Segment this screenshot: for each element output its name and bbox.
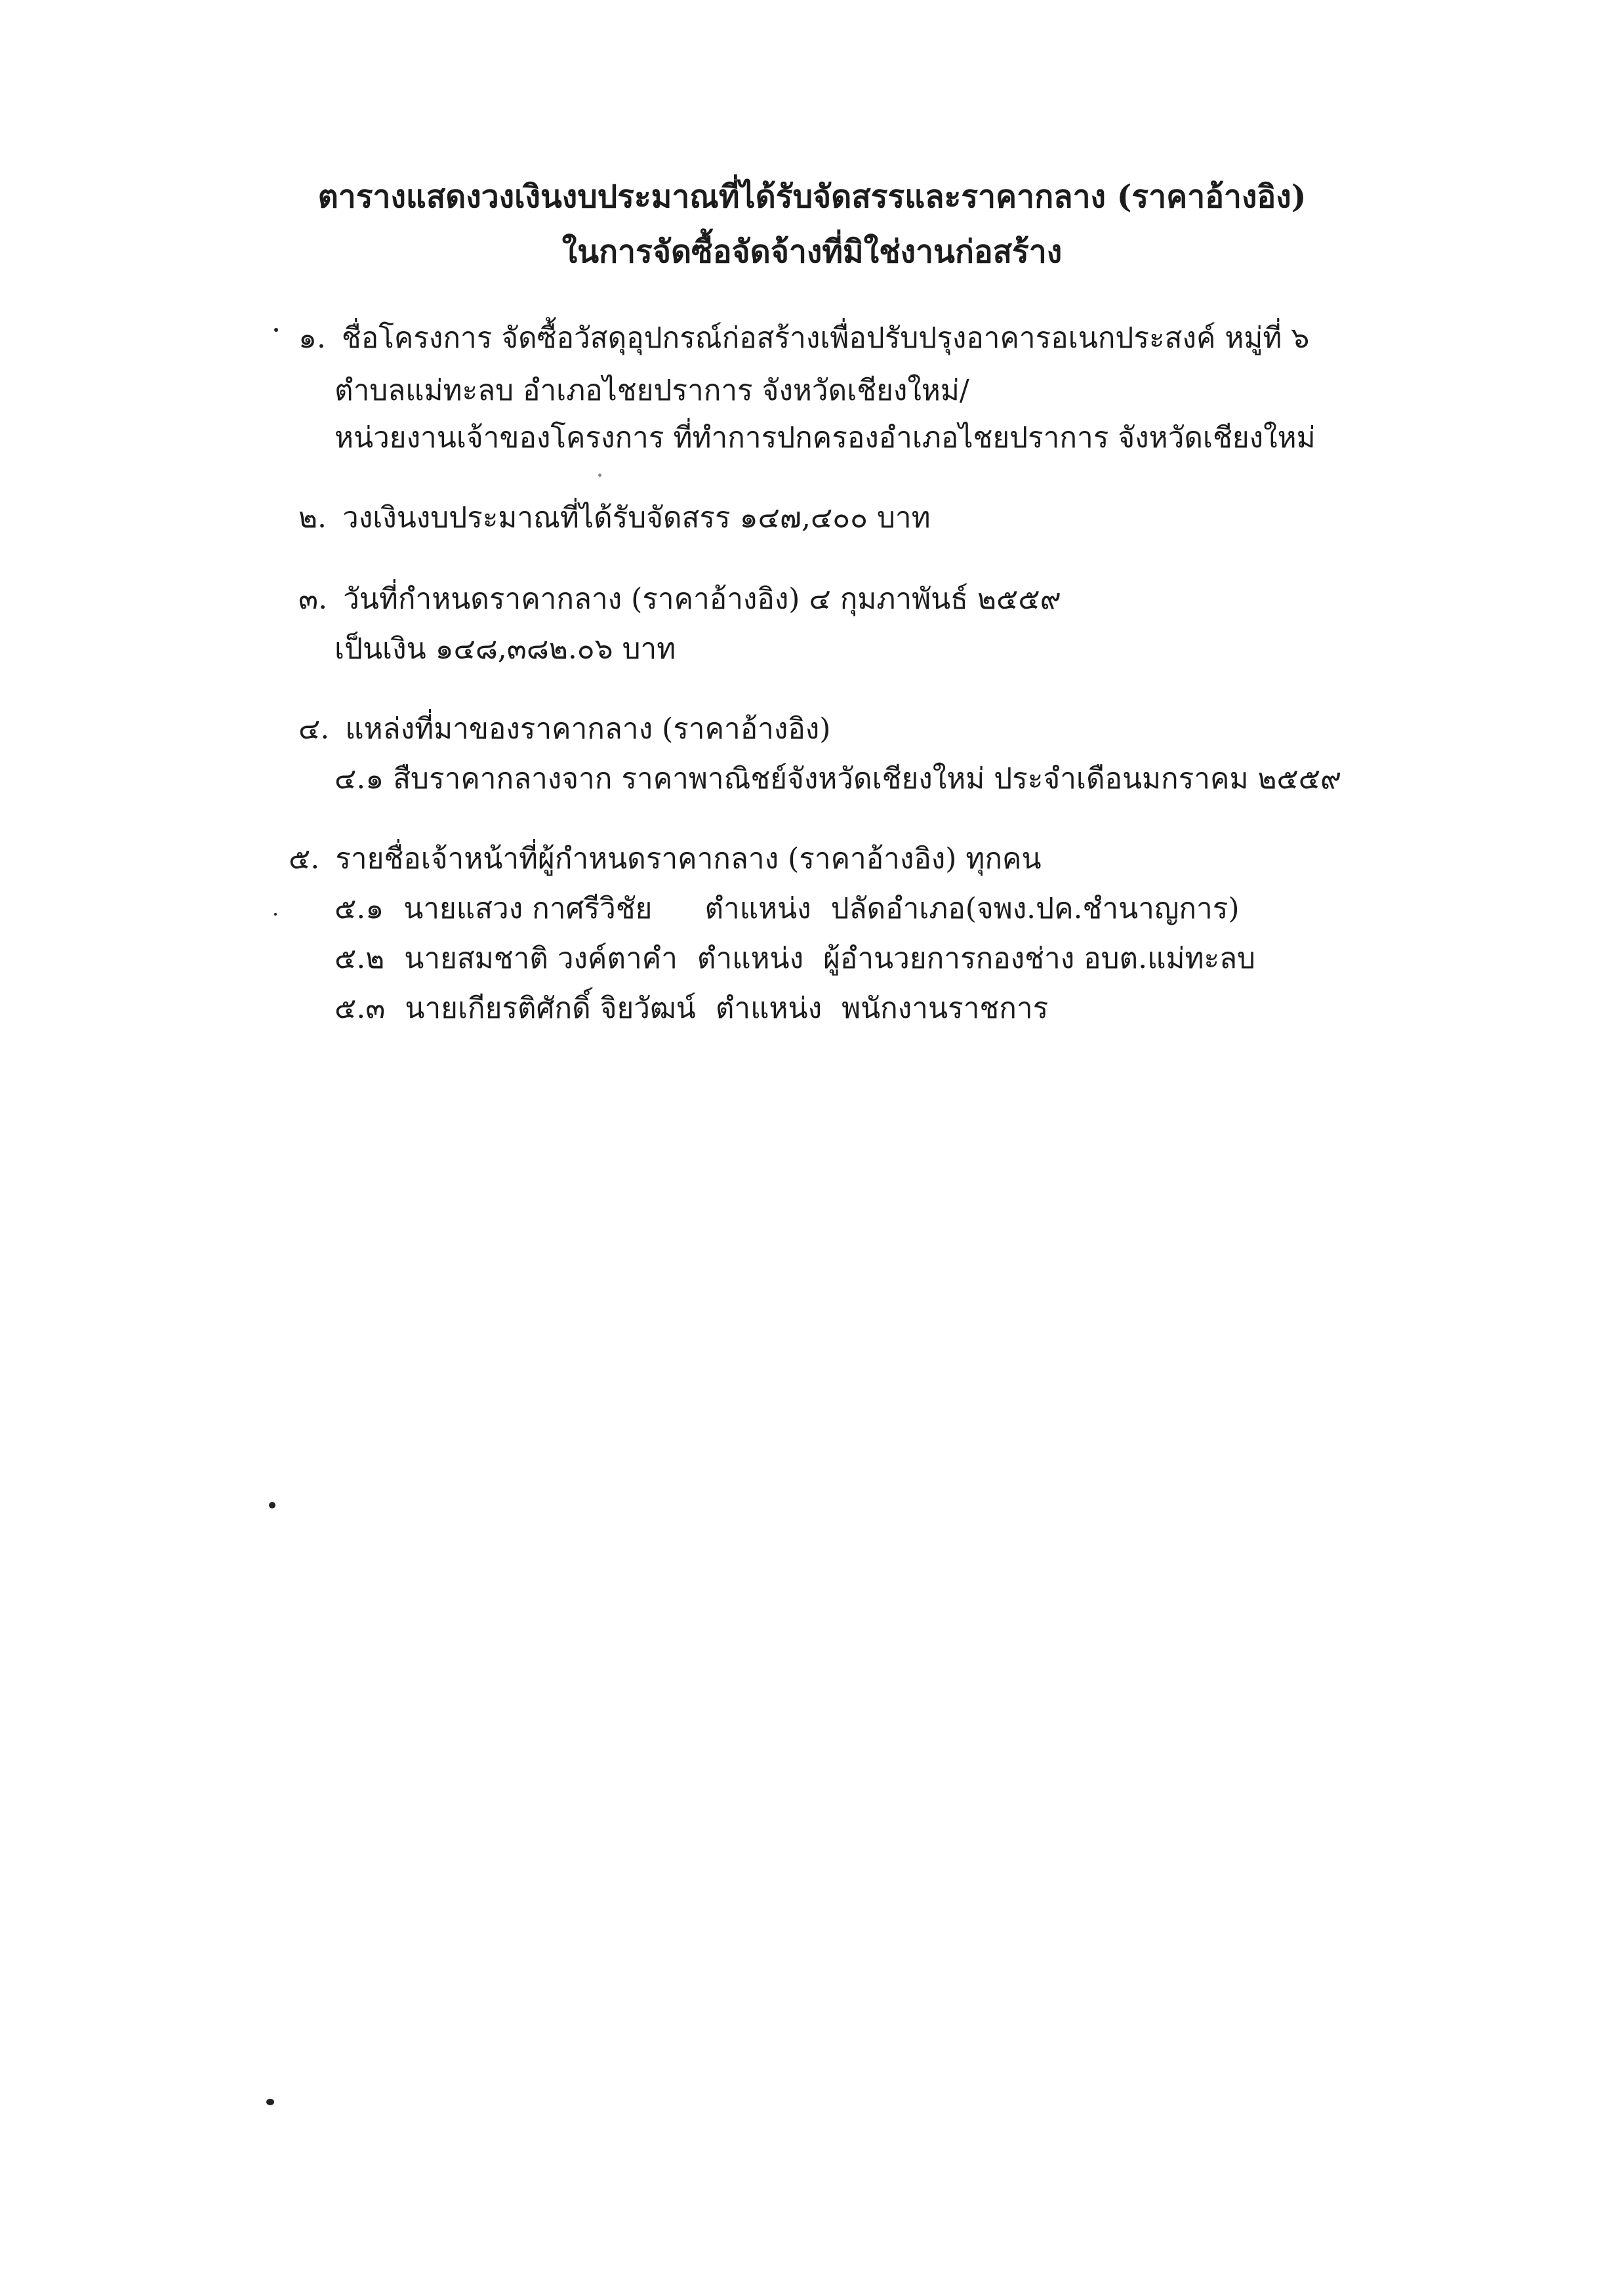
officer-name: นายแสวง กาศรีวิชัย: [403, 892, 653, 925]
section-1-line-1: [298, 320, 1309, 357]
officer-row: [335, 891, 1240, 927]
officer-row: [335, 990, 1048, 1027]
section-1-line-2: ตำบลแม่ทะลบ อำเภอไชยปราการ จังหวัดเชียงใหม่/: [335, 374, 969, 407]
section-4-heading: แหล่งที่มาของราคากลาง (ราคาอ้างอิง): [345, 712, 831, 746]
officer-number: ๕.๓: [335, 992, 386, 1025]
section-1-project-name: ชื่อโครงการ จัดซื้อวัสดุอุปกรณ์ก่อสร้างเพื่อปรับปรุงอาคารอเนกประสงค์ หมู่ที่ ๖: [341, 321, 1310, 355]
section-4-line-1: [298, 711, 830, 748]
officer-position-label: ตำแหน่ง: [704, 892, 811, 925]
section-5-heading: รายชื่อเจ้าหน้าที่ผู้กำหนดราคากลาง (ราคาอ้างอิง) ทุกคน: [335, 842, 1042, 876]
officer-position-label: ตำแหน่ง: [715, 992, 822, 1025]
scan-speck: [266, 2099, 274, 2105]
officer-position: ปลัดอำเภอ(จพง.ปค.ชำนาญการ): [830, 892, 1240, 925]
officer-number: ๕.๒: [335, 942, 385, 975]
section-2-line-1: [298, 500, 931, 536]
section-3-line-1: [298, 581, 1061, 618]
officer-position-label: ตำแหน่ง: [697, 942, 804, 975]
section-3-date: วันที่กำหนดราคากลาง (ราคาอ้างอิง) ๔ กุมภาพันธ์ ๒๕๕๙: [343, 582, 1061, 616]
scan-speck: [269, 1502, 275, 1508]
section-3-number: ๓.: [298, 582, 328, 616]
section-2-number: ๒.: [298, 501, 327, 535]
officer-name: นายเกียรติศักดิ์ จิยวัฒน์: [405, 992, 696, 1025]
section-1-line-3: หน่วยงานเจ้าของโครงการ ที่ทำการปกครองอำเภอไชยปราการ จังหวัดเชียงใหม่: [335, 421, 1316, 455]
section-4-number: ๔.: [298, 712, 330, 746]
section-5-line-1: [289, 841, 1042, 878]
section-3-line-2: เป็นเงิน ๑๔๘,๓๘๒.๐๖ บาท: [335, 632, 676, 666]
officer-row: [335, 940, 1255, 977]
scan-speck: [274, 913, 277, 916]
officer-position: ผู้อำนวยการกองช่าง อบต.แม่ทะลบ: [823, 942, 1255, 975]
section-4-sub-1: ๔.๑ สืบราคากลางจาก ราคาพาณิชย์จังหวัดเชียงใหม่ ประจำเดือนมกราคม ๒๕๕๙: [335, 762, 1342, 796]
document-title-line-1: ตารางแสดงวงเงินงบประมาณที่ได้รับจัดสรรและราคากลาง (ราคาอ้างอิง): [317, 178, 1307, 215]
scan-speck: [598, 474, 601, 477]
scan-speck: [274, 328, 278, 332]
document-title-line-2: ในการจัดซื้อจัดจ้างที่มิใช่งานก่อสร้าง: [561, 233, 1063, 270]
officer-name: นายสมชาติ วงค์ตาคำ: [404, 942, 678, 975]
officer-number: ๕.๑: [335, 892, 384, 925]
section-5-number: ๕.: [289, 842, 320, 876]
officer-position: พนักงานราชการ: [842, 992, 1049, 1025]
section-1-number: ๑.: [298, 321, 326, 355]
section-2-budget: วงเงินงบประมาณที่ได้รับจัดสรร ๑๔๗,๔๐๐ บาท: [342, 501, 931, 535]
